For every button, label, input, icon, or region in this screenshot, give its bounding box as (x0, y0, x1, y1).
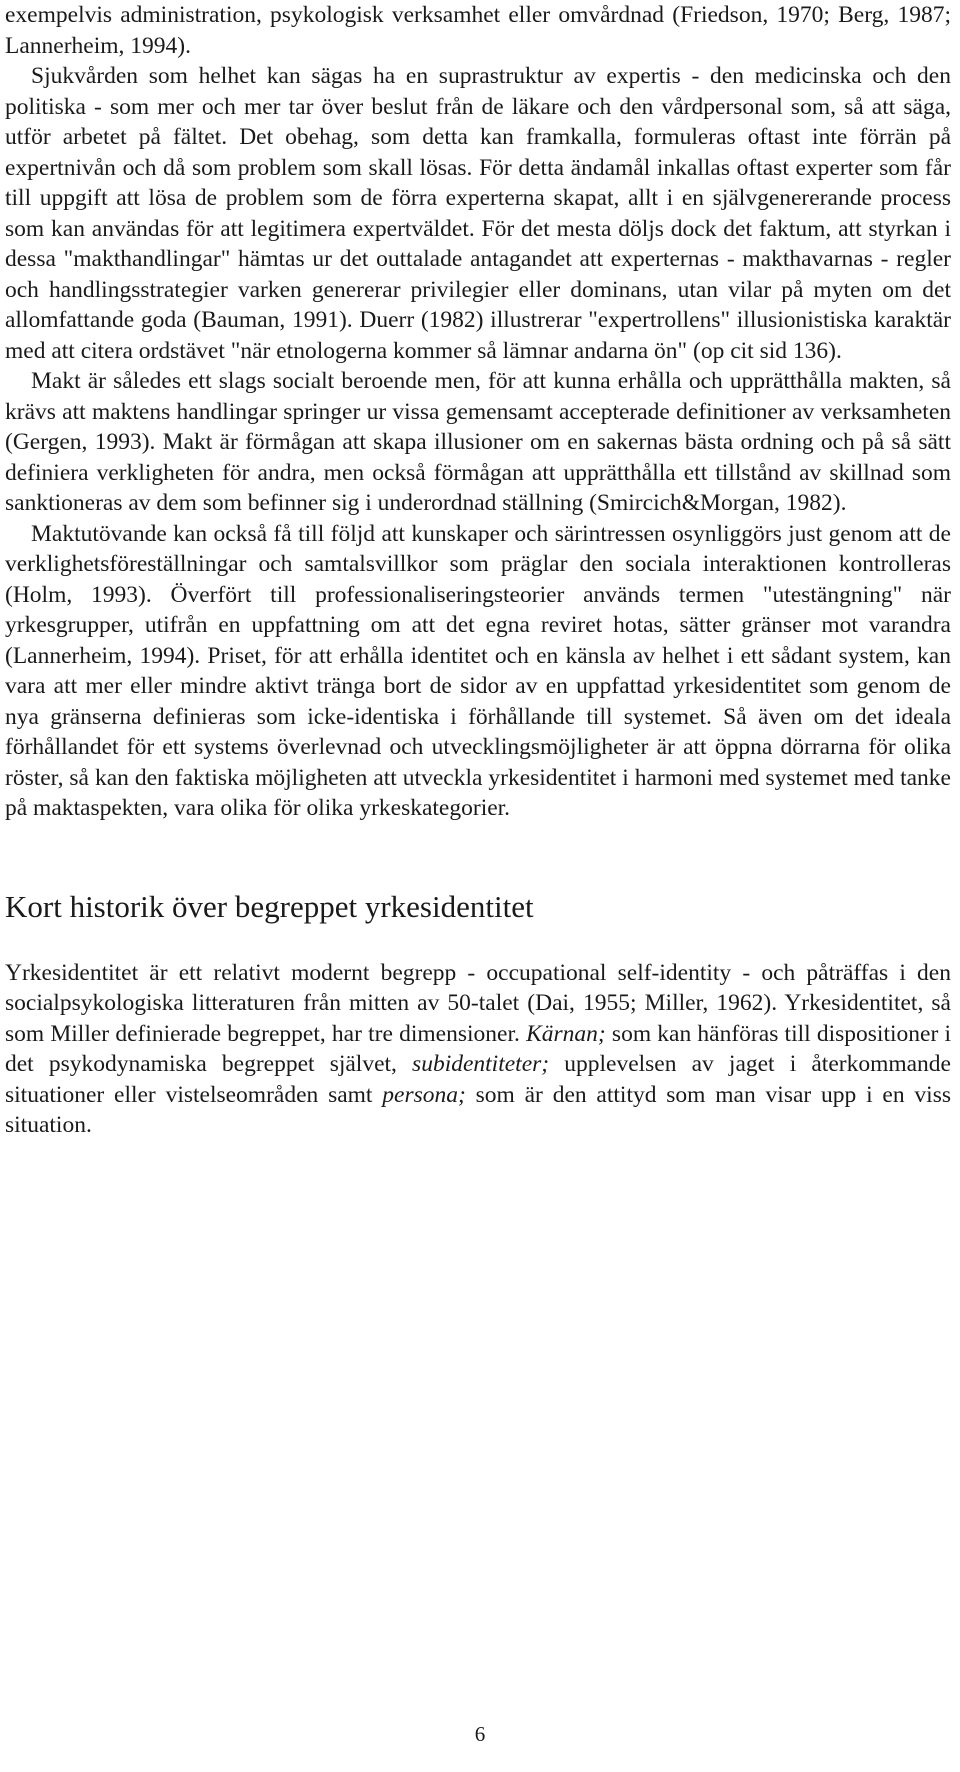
paragraph-expertise: Sjukvården som helhet kan sägas ha en suprastruktur av expertis - den medicinska och den politiska - som mer och mer tar över beslut från de läkare och den vårdpersonal som, så att säga, utför arbetet på fältet. Det obehag, som detta kan framkalla, formuleras oftast inte förrän på expertnivån och då som problem som skall lösas. För detta ändamål inkallas oftast experter som får till uppgift att lösa de problem som de förra experterna skapat, allt i en självgenererande process som kan användas för att legitimera expertväldet. För det mesta döljs dock det faktum, att styrkan i dessa "makthandlingar" hämtas ur det outtalade antagandet att experternas - makthavarnas - regler och handlingsstrategier varken genererar privilegier eller dominans, utan vilar på myten om det allomfattande goda (Bauman, 1991). Duerr (1982) illustrerar "expertrollens" illusionistiska karaktär med att citera ordstävet "när etnologerna kommer så lämnar andarna ön" (op cit sid 136). (5, 63, 951, 364)
document-page (5, 0, 951, 1141)
term-subidentiteter: subidentiteter; (412, 1051, 550, 1077)
term-persona: persona; (382, 1081, 466, 1108)
paragraph-power: Makt är således ett slags socialt beroende men, för att kunna erhålla och upprätthålla makten, så krävs att maktens handlingar springer ur vissa gemensamt accepterade definitioner av verksamheten (Gergen, 1993). Makt är förmågan att skapa illusioner om en sakernas bästa ordning och på så sätt definiera verkligheten för andra, men också förmågan att upprätthålla ett tillstånd av skillnad som sanktioneras av dem som befinner sig i underordnad ställning (Smircich&Morgan, 1982). (5, 368, 951, 516)
page-number: 6 (474, 1722, 486, 1746)
history-text-4: som är den attityd som man visar upp i en viss situation. (5, 1081, 951, 1138)
history-text-3: upplevelsen av jaget i återkommande situationer eller vistelseområden samt (5, 1051, 951, 1108)
history-text-1: Yrkesidentitet är ett relativt modernt begrepp - occupational self-identity - och påträffas i den socialpsykologiska litteraturen från mitten av 50-talet (Dai, 1955; Miller, 1962). Yrkesidentitet, så som Miller definierade begreppet, har tre dimensioner. (5, 959, 951, 1047)
history-text-2: som kan hänföras till dispositioner i det psykodynamiska begreppet självet, (5, 1020, 951, 1077)
paragraph-continuation: exempelvis administration, psykologisk verksamhet eller omvårdnad (Friedson, 1970; Berg, 1987; Lannerheim, 1994). (5, 2, 951, 59)
section-heading: Kort historik över begreppet yrkesidentitet (5, 888, 534, 924)
paragraph-history (5, 958, 951, 1141)
term-karnan: Kärnan; (526, 1020, 606, 1047)
paragraph-power-exercise: Maktutövande kan också få till följd att kunskaper och särintressen osynliggörs just genom att de verklighetsföreställningar och samtalsvillkor som präglar den sociala interaktionen kontrolleras (Holm, 1993). Överfört till professionaliseringsteorier används termen "utestängning" när yrkesgrupper, utifrån en uppfattning om att det egna reviret hotas, sätter gränser mot varandra (Lannerheim, 1994). Priset, för att erhålla identitet och en känsla av helhet i ett sådant system, kan vara att mer eller mindre aktivt tränga bort de sidor av en uppfattad yrkesidentitet som genom de nya gränserna definieras som icke-identiska i förhållande till systemet. Så även om det ideala förhållandet för ett systems överlevnad och utvecklingsmöjligheter är att öppna dörrarna för olika röster, så kan den faktiska möjligheten att utveckla yrkesidentitet i harmoni med systemet med tanke på maktaspekten, vara olika för olika yrkeskategorier. (5, 520, 951, 821)
